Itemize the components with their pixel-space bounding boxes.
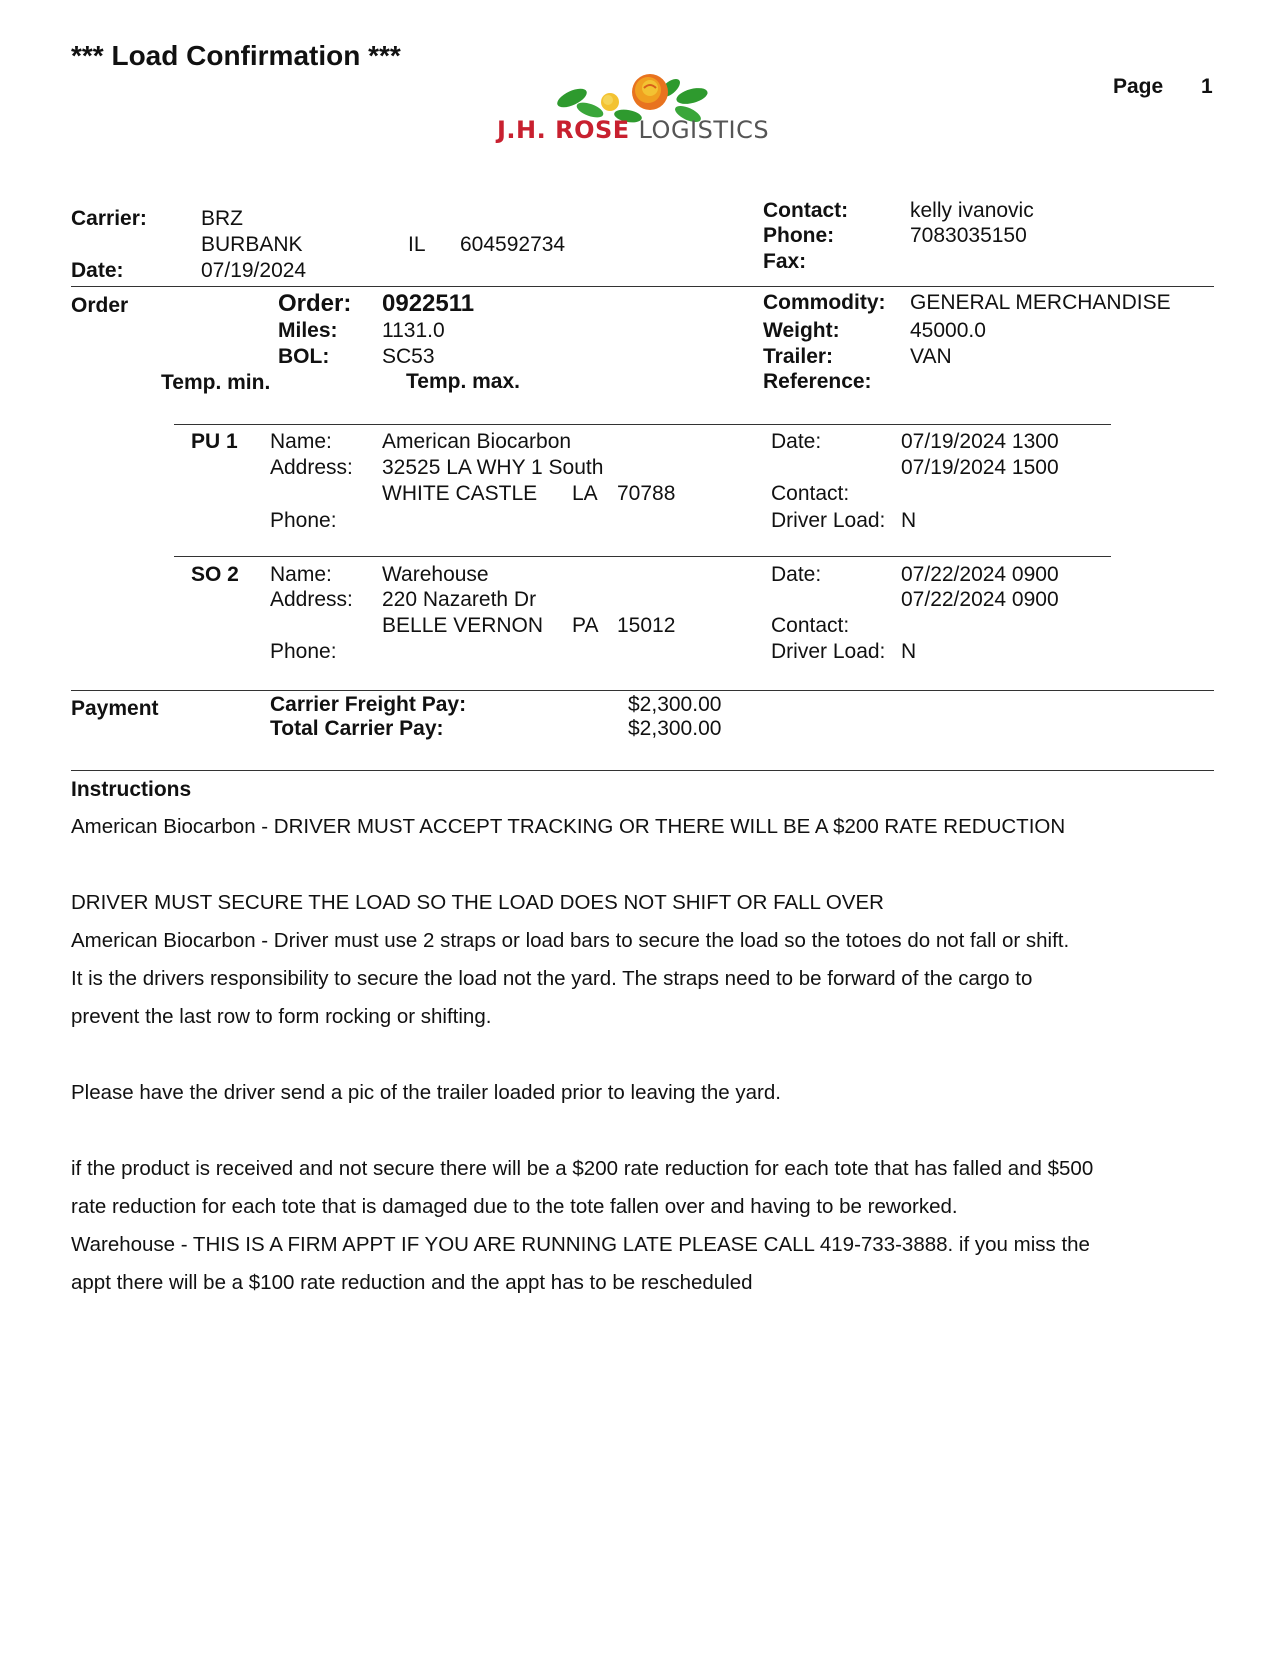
stop-driver-load: N [901,509,917,532]
stop-name: American Biocarbon [382,430,572,453]
instruction-line: prevent the last row to form rocking or shifting. [71,1005,492,1028]
instruction-line: Warehouse - THIS IS A FIRM APPT IF YOU ARE RUNNING LATE PLEASE CALL 419-733-3888. if you miss the [71,1233,1090,1256]
total-pay-label: Total Carrier Pay: [270,717,444,740]
stop-contact-label: Contact: [771,614,850,637]
instruction-line: Please have the driver send a pic of the trailer loaded prior to leaving the yard. [71,1081,781,1104]
payment-section-label: Payment [71,697,159,720]
reference-label: Reference: [763,370,872,393]
logo-brand-gray: LOGISTICS [638,116,770,144]
company-logo [497,66,800,166]
total-pay-value: $2,300.00 [628,717,722,740]
stop-date-to: 07/22/2024 0900 [901,588,1059,611]
divider [174,556,1111,557]
stop-date-label: Date: [771,430,822,453]
stop-name: Warehouse [382,563,489,586]
order-section-label: Order [71,294,129,317]
stop-code: PU 1 [191,430,238,453]
stop-name-label: Name: [270,430,332,453]
divider [174,424,1111,425]
document-title: *** Load Confirmation *** [71,40,401,71]
instruction-line: It is the drivers responsibility to secure the load not the yard. The straps need to be forward of the cargo to [71,967,1033,990]
logo-brand-red: J.H. ROSE [497,116,630,144]
divider [71,690,1214,691]
stop-driver-load-label: Driver Load: [771,640,886,663]
contact-phone: 7083035150 [910,224,1027,247]
stop-driver-load-label: Driver Load: [771,509,886,532]
stop-date-from: 07/22/2024 0900 [901,563,1059,586]
stop-phone-label: Phone: [270,640,337,663]
bol-value: SC53 [382,345,435,368]
stop-date-label: Date: [771,563,822,586]
stop-city: BELLE VERNON [382,614,544,637]
trailer-label: Trailer: [763,345,834,368]
stop-driver-load: N [901,640,917,663]
instruction-line: rate reduction for each tote that is damaged due to the tote fallen over and having to be reworked. [71,1195,958,1218]
stop-address-label: Address: [270,456,353,479]
carrier-city: BURBANK [201,233,303,256]
commodity-label: Commodity: [763,291,886,314]
stop-date-to: 07/19/2024 1500 [901,456,1059,479]
freight-pay-label: Carrier Freight Pay: [270,693,467,716]
temp-min-label: Temp. min. [161,371,271,394]
date-label: Date: [71,259,124,282]
carrier-name: BRZ [201,207,243,230]
stop-contact-label: Contact: [771,482,850,505]
instructions-heading: Instructions [71,778,192,801]
stop-city: WHITE CASTLE [382,482,538,505]
stop-address-label: Address: [270,588,353,611]
instruction-line: DRIVER MUST SECURE THE LOAD SO THE LOAD DOES NOT SHIFT OR FALL OVER [71,891,884,914]
phone-label: Phone: [763,224,835,247]
commodity-value: GENERAL MERCHANDISE [910,291,1171,314]
stop-address: 220 Nazareth Dr [382,588,537,611]
bol-label: BOL: [278,345,330,368]
instruction-line [71,1112,1221,1150]
divider [71,286,1214,287]
carrier-zip: 604592734 [460,233,566,256]
stop-state: LA [572,482,598,505]
weight-value: 45000.0 [910,319,986,342]
carrier-state: IL [408,233,426,256]
fax-label: Fax: [763,250,807,273]
instruction-line [71,846,1221,884]
instruction-line [71,1036,1221,1074]
miles-value: 1131.0 [382,319,445,342]
instruction-line: American Biocarbon - Driver must use 2 straps or load bars to secure the load so the totoes do not fall or shift. [71,929,1070,952]
page-label: Page [1113,75,1164,98]
stop-address: 32525 LA WHY 1 South [382,456,604,479]
contact-label: Contact: [763,199,849,222]
instruction-line: appt there will be a $100 rate reduction and the appt has to be rescheduled [71,1271,753,1294]
instruction-line: American Biocarbon - DRIVER MUST ACCEPT TRACKING OR THERE WILL BE A $200 RATE REDUCTION [71,815,1066,838]
instructions-body [71,808,1221,1302]
trailer-value: VAN [910,345,952,368]
stop-zip: 15012 [617,614,676,637]
logo-wordmark [497,116,769,144]
weight-label: Weight: [763,319,840,342]
stop-state: PA [572,614,599,637]
stop-zip: 70788 [617,482,676,505]
instruction-line: if the product is received and not secure there will be a $200 rate reduction for each tote that has falled and $500 [71,1157,1094,1180]
order-number: 0922511 [382,290,475,317]
divider [71,770,1214,771]
stop-phone-label: Phone: [270,509,337,532]
miles-label: Miles: [278,319,338,342]
page-number: 1 [1201,75,1213,98]
carrier-label: Carrier: [71,207,147,230]
carrier-date: 07/19/2024 [201,259,307,282]
contact-name: kelly ivanovic [910,199,1034,222]
stop-date-from: 07/19/2024 1300 [901,430,1059,453]
temp-max-label: Temp. max. [406,370,520,393]
stop-name-label: Name: [270,563,332,586]
stop-code: SO 2 [191,563,239,586]
freight-pay-value: $2,300.00 [628,693,722,716]
order-label: Order: [278,290,352,317]
